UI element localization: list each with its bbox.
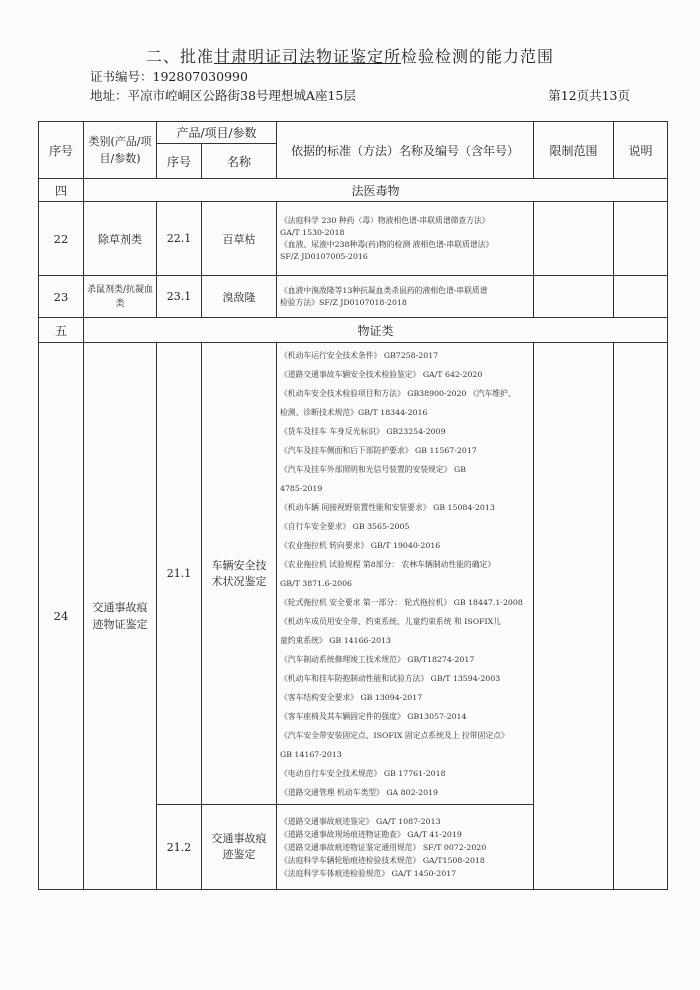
cert-value: 192807030990	[152, 69, 248, 84]
standard-line: GA/T 1530-2018	[280, 227, 345, 237]
standard-line: 《道路交通事故车辆安全技术检验鉴定》 GA/T 642-2020	[280, 369, 483, 379]
row-note	[614, 276, 668, 318]
standard-line: 《道路交通事故现场痕迹物证勘查》 GA/T 41-2019	[280, 829, 462, 839]
standard-line: 《机动车和挂车防抱制动性能和试验方法》 GB/T 13594-2003	[280, 673, 501, 683]
standard-line: 《汽车及挂车外部照明和光信号装置的安装规定》 GB	[280, 464, 466, 474]
standard-line: 《货车及挂车 车身反光标识》 GB23254-2009	[280, 426, 446, 436]
capability-table	[38, 121, 668, 890]
table-row	[39, 202, 668, 276]
standard-line: 4785-2019	[280, 483, 323, 493]
header-note: 说明	[614, 122, 668, 179]
standard-line: 《机动车成员用安全带、约束系统、儿童约束系统 和 ISOFIX儿	[280, 616, 501, 626]
standard-line: 《道路交通事故痕迹鉴定》 GA/T 1087-2013	[280, 816, 441, 826]
page-number: 第12页共13页	[548, 88, 630, 103]
standard-line: 《客车座椅及其车辆固定件的强度》 GB13057-2014	[280, 711, 467, 721]
address-value: 平凉市崆峒区公路街38号理想城A座15层	[127, 88, 356, 103]
header-limit: 限制范围	[534, 122, 614, 179]
title-org: 甘肃明证司法物证鉴定所	[213, 47, 401, 66]
row-name: 百草枯	[202, 202, 277, 276]
row-category: 交通事故痕迹物证鉴定	[84, 343, 157, 890]
certificate-number	[90, 67, 248, 85]
standard-line: 《农业拖拉机 转向要求》 GB/T 19040-2016	[280, 540, 441, 550]
row-name: 溴敌隆	[202, 276, 277, 318]
row-seq: 24	[39, 343, 84, 890]
standard-line: SF/Z JD0107005-2016	[280, 251, 368, 261]
row-standards	[277, 805, 534, 890]
document-title	[0, 44, 700, 67]
cert-label: 证书编号：	[90, 69, 153, 84]
section-seq: 四	[39, 179, 84, 202]
row-standards	[277, 343, 534, 805]
row-note	[614, 202, 668, 276]
row-sub-seq: 23.1	[157, 276, 202, 318]
row-category: 杀鼠剂类/抗凝血类	[84, 276, 157, 318]
standard-line: 《道路交通管理 机动车类型》 GA 802-2019	[280, 787, 439, 797]
standard-line: GB 14167-2013	[280, 749, 342, 759]
row-note	[614, 343, 668, 890]
standard-line: 《血液中溴敌隆等13种抗凝血类杀鼠药的液相色谱-串联质谱	[280, 285, 488, 295]
table-row	[39, 343, 668, 805]
table-row	[39, 276, 668, 318]
row-limit	[534, 343, 614, 890]
section-row	[39, 318, 668, 343]
standard-line: 《电动自行车安全技术规范》 GB 17761-2018	[280, 768, 446, 778]
row-sub-seq: 21.2	[157, 805, 202, 890]
row-limit	[534, 276, 614, 318]
header-sub-seq: 序号	[157, 144, 202, 179]
standard-line: 检验方法》SF/Z JD0107018-2018	[280, 297, 407, 307]
header-seq: 序号	[39, 122, 84, 179]
row-standards	[277, 202, 534, 276]
standard-line: 《机动车运行安全技术条件》 GB7258-2017	[280, 350, 439, 360]
standard-line: 《机动车辆 间接视野装置性能和安装要求》 GB 15084-2013	[280, 502, 495, 512]
row-sub-seq: 22.1	[157, 202, 202, 276]
title-prefix: 二、批准	[145, 47, 214, 66]
standard-line: 《汽车制动系统修理竣工技术规范》 GB/T18274-2017	[280, 654, 475, 664]
standard-line: 检测、诊断技术规范》GB/T 18344-2016	[280, 407, 428, 417]
standard-line: 《汽车安全带安装固定点、ISOFIX 固定点系统及上 拉带固定点》	[280, 730, 509, 740]
section-row	[39, 179, 668, 202]
header-name: 名称	[202, 144, 277, 179]
standard-line: 《法庭科学车体痕迹检验规范》 GA/T 1450-2017	[280, 868, 457, 878]
row-sub-seq: 21.1	[157, 343, 202, 805]
row-seq: 22	[39, 202, 84, 276]
standard-line: 《轮式拖拉机 安全要求 第一部分： 轮式拖拉机》 GB 18447.1-2008	[280, 597, 523, 607]
section-title: 法医毒物	[84, 179, 668, 202]
address-label: 地址：	[90, 88, 128, 103]
row-name: 车辆安全技术状况鉴定	[202, 343, 277, 805]
standard-line: 《机动车安全技术检验项目和方法》 GB38900-2020 《汽车维护、	[280, 388, 516, 398]
section-title: 物证类	[84, 318, 668, 343]
header-product: 产品/项目/参数	[157, 122, 277, 144]
row-standards	[277, 276, 534, 318]
row-seq: 23	[39, 276, 84, 318]
standard-line: 童约束系统》 GB 14166-2013	[280, 635, 391, 645]
section-seq: 五	[39, 318, 84, 343]
standard-line: 《法庭科学车辆轮胎痕迹检验技术规范》 GA/T1508-2018	[280, 855, 485, 865]
standard-line: 《客车结构安全要求》 GB 13094-2017	[280, 692, 423, 702]
row-name: 交通事故痕迹鉴定	[202, 805, 277, 890]
row-category: 除草剂类	[84, 202, 157, 276]
standard-line: 《法庭科学 230 种药（毒）物液相色谱-串联质谱筛查方法》	[280, 215, 490, 225]
standard-line: 《血液、尿液中238种毒(药)物的检测 液相色谱-串联质谱法》	[280, 239, 494, 249]
address	[90, 86, 356, 104]
standard-line: 《农业拖拉机 试验规程 第8部分： 农林车辆制动性能的确定》	[280, 559, 496, 569]
header-standard: 依据的标准（方法）名称及编号（含年号）	[277, 122, 534, 179]
row-limit	[534, 202, 614, 276]
standard-line: 《自行车安全要求》 GB 3565-2005	[280, 521, 410, 531]
standard-line: 《汽车及挂车侧面和后下部防护要求》 GB 11567-2017	[280, 445, 477, 455]
standard-line: 《道路交通事故痕迹物证鉴定通用规范》 SF/T 0072-2020	[280, 842, 487, 852]
standard-line: GB/T 3871.6-2006	[280, 578, 353, 588]
header-row	[39, 122, 668, 144]
title-suffix: 检验检测的能力范围	[401, 47, 555, 66]
header-category: 类别(产品/项目/参数)	[84, 122, 157, 179]
